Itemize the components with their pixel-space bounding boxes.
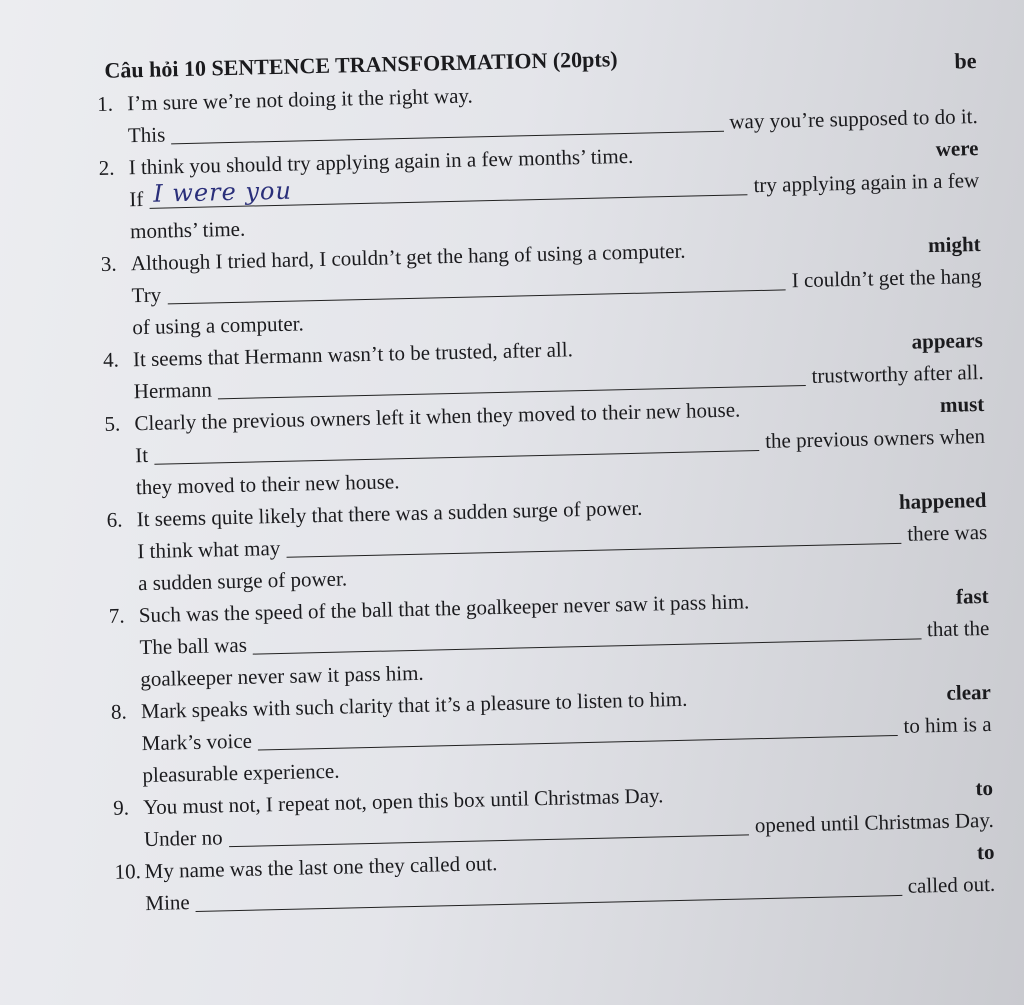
question-number: 10.: [114, 859, 142, 884]
answer-start: Mine: [145, 890, 190, 916]
answer-end: way you’re supposed to do it.: [729, 104, 978, 134]
question-sentence: It seems quite likely that there was a sudden surge of power.: [136, 495, 643, 532]
question-sentence: You must not, I repeat not, open this box until Christmas Day.: [142, 783, 664, 820]
answer-start: If: [129, 186, 144, 212]
answer-continuation: a sudden surge of power.: [137, 566, 348, 596]
question-number: 4.: [102, 347, 120, 372]
answer-end: opened until Christmas Day.: [754, 807, 994, 838]
keyword: fast: [955, 583, 989, 609]
keyword: were: [935, 136, 979, 161]
title-keyword: be: [954, 48, 977, 74]
answer-start: I think what may: [137, 535, 281, 564]
answer-end: I couldn’t get the hang: [791, 263, 982, 293]
answer-end: called out.: [907, 871, 996, 898]
answer-start: Under no: [143, 825, 223, 852]
question-number: 5.: [104, 411, 121, 436]
answer-end: the previous owners when: [764, 423, 986, 453]
question-number: 9.: [112, 795, 130, 820]
question-number: 7.: [108, 603, 125, 628]
answer-end: trustworthy after all.: [811, 359, 984, 388]
question-list: [97, 68, 996, 920]
question-number: 3.: [100, 251, 117, 276]
keyword: appears: [911, 327, 984, 354]
keyword: clear: [946, 679, 992, 705]
question-sentence: Mark speaks with such clarity that it’s a pleasure to listen to him.: [140, 686, 688, 724]
answer-start: Hermann: [133, 377, 213, 404]
answer-continuation: pleasurable experience.: [142, 758, 340, 788]
question-sentence: Such was the speed of the ball that the goalkeeper never saw it pass him.: [138, 589, 750, 628]
answer-continuation: of using a computer.: [132, 311, 304, 340]
answer-end: there was: [907, 519, 988, 546]
handwritten-answer: I were you: [152, 176, 293, 208]
answer-start: The ball was: [139, 632, 248, 660]
answer-end: that the: [926, 615, 990, 642]
keyword: to: [976, 839, 995, 865]
answer-continuation: they moved to their new house.: [135, 469, 400, 500]
question-sentence: Clearly the previous owners left it when they moved to their new house.: [134, 397, 741, 436]
question-sentence: It seems that Hermann wasn’t to be trusted, after all.: [132, 337, 574, 372]
question-number: 2.: [98, 155, 115, 180]
answer-start: This: [127, 122, 166, 148]
keyword: to: [975, 775, 994, 801]
answer-start: Try: [131, 282, 162, 308]
page-title: Câu hỏi 10 SENTENCE TRANSFORMATION (20pts): [104, 46, 618, 83]
question-number: 1.: [96, 91, 114, 116]
answer-end: try applying again in a few: [753, 167, 980, 198]
answer-end: to him is a: [903, 711, 992, 738]
keyword: might: [927, 231, 981, 258]
question-sentence: Although I tried hard, I couldn’t get the hang of using a computer.: [130, 238, 686, 276]
keyword: must: [939, 391, 985, 417]
answer-continuation: goalkeeper never saw it pass him.: [140, 660, 424, 692]
question-number: 8.: [110, 699, 128, 724]
answer-start: Mark’s voice: [141, 728, 253, 756]
answer-continuation: months’ time.: [129, 216, 246, 244]
worksheet-content: [96, 30, 996, 920]
question-sentence: My name was the last one they called out.: [144, 851, 498, 884]
question-number: 6.: [106, 507, 123, 532]
question-sentence: I’m sure we’re not doing it the right way.: [126, 83, 474, 116]
answer-start: It: [134, 442, 149, 468]
question-sentence: I think you should try applying again in a few months’ time.: [128, 143, 634, 180]
keyword: happened: [898, 487, 987, 514]
